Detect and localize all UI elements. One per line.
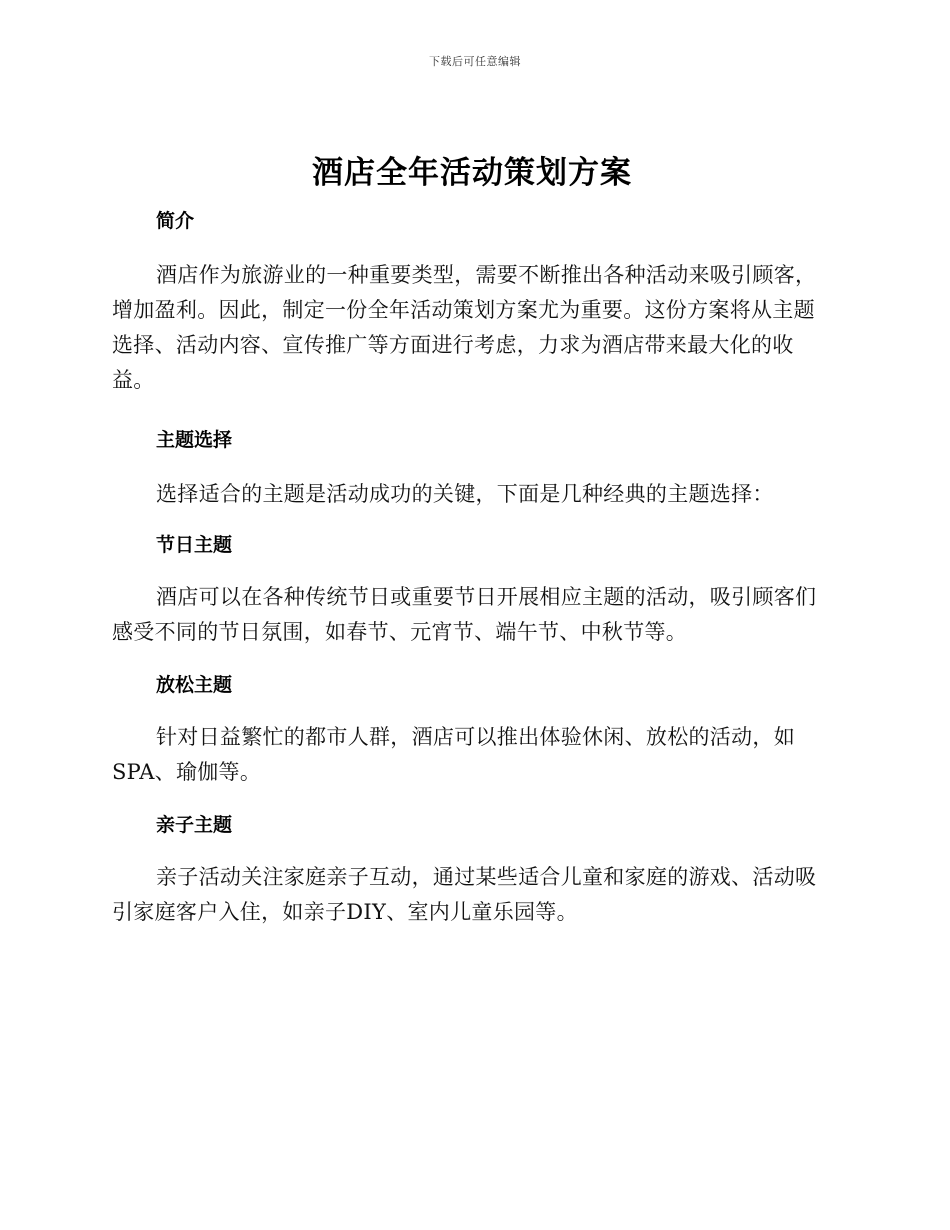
section-paragraph-relax-theme: 针对日益繁忙的都市人群，酒店可以推出体验休闲、放松的活动，如SPA、瑜伽等。 xyxy=(112,725,795,784)
section-heading-holiday-theme: 节日主题 xyxy=(156,534,233,556)
section-heading-family-theme: 亲子主题 xyxy=(156,814,233,836)
section-paragraph-family-theme: 亲子活动关注家庭亲子互动，通过某些适合儿童和家庭的游戏、活动吸引家庭客户入住，如亲子DIY、室内儿童乐园等。 xyxy=(112,865,817,924)
section-heading-relax-theme: 放松主题 xyxy=(156,674,233,696)
section-paragraph-intro: 酒店作为旅游业的一种重要类型，需要不断推出各种活动来吸引顾客，增加盈利。因此，制定一份全年活动策划方案尤为重要。这份方案将从主题选择、活动内容、宣传推广等方面进行考虑，力求为酒店带来最大化的收益。 xyxy=(112,263,817,392)
document-body xyxy=(112,148,832,930)
section-paragraph-theme-selection: 选择适合的主题是活动成功的关键，下面是几种经典的主题选择： xyxy=(156,482,774,506)
section-paragraph-holiday-theme: 酒店可以在各种传统节日或重要节日开展相应主题的活动，吸引顾客们感受不同的节日氛围，如春节、元宵节、端午节、中秋节等。 xyxy=(112,585,817,644)
section-heading-intro: 简介 xyxy=(156,210,195,232)
document-title: 酒店全年活动策划方案 xyxy=(312,155,632,191)
section-heading-theme-selection: 主题选择 xyxy=(156,429,233,451)
page-header-note: 下载后可任意编辑 xyxy=(429,55,521,68)
